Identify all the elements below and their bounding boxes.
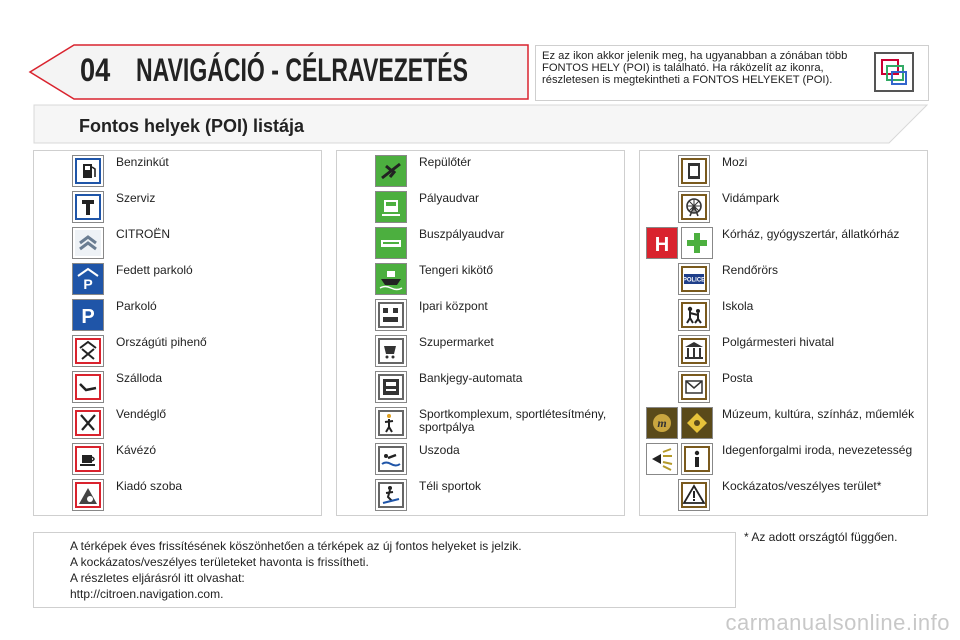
list-item-label: Ipari központ: [419, 299, 488, 313]
list-item: [337, 369, 624, 403]
ferris-wheel-icon: [678, 191, 710, 223]
info-link[interactable]: http://citroen.navigation.com.: [70, 587, 224, 601]
list-item-label: Benzinkút: [116, 155, 169, 169]
list-item: [34, 261, 321, 295]
poi-cluster-note: [535, 45, 929, 101]
list-item-label: Múzeum, kultúra, színház, műemlék: [722, 407, 915, 421]
list-item: [34, 189, 321, 223]
svg-text:P: P: [83, 276, 93, 292]
list-item: [640, 225, 927, 259]
list-item: [34, 477, 321, 511]
list-item: [337, 189, 624, 223]
svg-text:POLICE: POLICE: [682, 277, 706, 284]
poi-column-1: [33, 150, 322, 516]
list-item: [640, 261, 927, 295]
restaurant-icon: [72, 407, 104, 439]
rest-area-icon: [72, 335, 104, 367]
list-item: [337, 441, 624, 475]
atm-icon: [375, 371, 407, 403]
industrial-zone-icon: [375, 299, 407, 331]
list-item-label: Tengeri kikötő: [419, 263, 494, 277]
info-line-1: A térképek éves frissítésének köszönhetően a térképek az új fontos helyeket is jelzik.: [70, 539, 522, 553]
footnote: * Az adott országtól függően.: [744, 530, 898, 544]
poi-column-2: [336, 150, 625, 516]
svg-text:P: P: [81, 306, 95, 328]
list-item: [640, 297, 927, 331]
list-item-label: Fedett parkoló: [116, 263, 193, 277]
list-item-label: Rendőrörs: [722, 263, 779, 277]
list-item-label: Bankjegy-automata: [419, 371, 523, 385]
covered-parking-icon: [72, 263, 104, 295]
list-item-label: Uszoda: [419, 443, 460, 457]
list-item: [34, 369, 321, 403]
fuel-pump-icon: [72, 155, 104, 187]
svg-text:H: H: [654, 234, 670, 256]
train-station-icon: [375, 191, 407, 223]
citroen-logo-icon: [72, 227, 104, 259]
list-item-label: Pályaudvar: [419, 191, 480, 205]
list-item: [337, 477, 624, 511]
pharmacy-cross-icon: [681, 227, 713, 259]
list-item: [337, 261, 624, 295]
list-item: [640, 333, 927, 367]
section-title: Fontos helyek (POI) listája: [79, 116, 305, 136]
list-item-label: Kiadó szoba: [116, 479, 183, 493]
info-line-3: A részletes eljárásról itt olvashat:: [70, 571, 245, 585]
map-update-info: [33, 532, 736, 608]
swimmer-icon: [375, 443, 407, 475]
list-item-label: Idegenforgalmi iroda, nevezetesség: [722, 443, 913, 457]
skier-icon: [375, 479, 407, 511]
chapter-header: [28, 44, 530, 100]
list-item: [640, 153, 927, 187]
wrench-icon: [72, 191, 104, 223]
bus-station-icon: [375, 227, 407, 259]
list-item: [640, 441, 927, 475]
supermarket-icon: [375, 335, 407, 367]
list-item-label: Parkoló: [116, 299, 157, 313]
list-item: [337, 153, 624, 187]
list-item-label: Iskola: [722, 299, 754, 313]
airplane-icon: [375, 155, 407, 187]
hospital-icon: [646, 227, 678, 259]
list-item: [640, 477, 927, 511]
list-item-label: Kórház, gyógyszertár, állatkórház: [722, 227, 900, 241]
page-title: NAVIGÁCIÓ - CÉLRAVEZETÉS: [136, 52, 468, 88]
coffee-cup-icon: [72, 443, 104, 475]
town-hall-icon: [678, 335, 710, 367]
ferry-port-icon: [375, 263, 407, 295]
info-line-2: A kockázatos/veszélyes területeket havonta is frissítheti.: [70, 555, 369, 569]
school-children-icon: [678, 299, 710, 331]
list-item-label: Szálloda: [116, 371, 163, 385]
post-envelope-icon: [678, 371, 710, 403]
chapter-number: 04: [80, 52, 111, 88]
list-item-label: Szerviz: [116, 191, 156, 205]
list-item: [337, 333, 624, 367]
list-item: [640, 405, 927, 439]
list-item-label: Posta: [722, 371, 753, 385]
cinema-icon: [678, 155, 710, 187]
list-item: [640, 189, 927, 223]
museum-icon: [646, 407, 678, 439]
poi-column-3: [639, 150, 928, 516]
watermark: carmanualsonline.info: [725, 610, 950, 635]
tourist-sight-icon: [646, 443, 678, 475]
tourist-info-icon: [681, 443, 713, 475]
list-item: [34, 225, 321, 259]
list-item-label: Repülőtér: [419, 155, 472, 169]
sports-icon: [375, 407, 407, 439]
list-item: [34, 441, 321, 475]
list-item: [337, 297, 624, 331]
list-item-label: Mozi: [722, 155, 748, 169]
room-for-rent-icon: [72, 479, 104, 511]
danger-zone-icon: [678, 479, 710, 511]
monument-icon: [681, 407, 713, 439]
list-item: [34, 405, 321, 439]
list-item-label: Szupermarket: [419, 335, 494, 349]
list-item: [337, 225, 624, 259]
list-item: [34, 333, 321, 367]
list-item: [34, 297, 321, 331]
list-item-label: Vidámpark: [722, 191, 780, 205]
parking-icon: [72, 299, 104, 331]
list-item-label: CITROËN: [116, 227, 170, 241]
list-item-label: Sportkomplexum, sportlétesítmény, sportpálya: [419, 407, 607, 434]
poi-cluster-note-text: Ez az ikon akkor jelenik meg, ha ugyanabban a zónában több FONTOS HELY (POI) is található. Ha ráközelít az ikonra, részletesen is megtekintheti a FONTOS HELYEKET (POI).: [542, 50, 848, 87]
list-item-label: Országúti pihenő: [116, 335, 207, 349]
list-item-label: Vendéglő: [116, 407, 167, 421]
list-item: [34, 153, 321, 187]
police-icon: [678, 263, 710, 295]
list-item-label: Polgármesteri hivatal: [722, 335, 835, 349]
section-band: [33, 104, 928, 144]
list-item-label: Téli sportok: [419, 479, 482, 493]
list-item-label: Buszpályaudvar: [419, 227, 505, 241]
svg-text:m: m: [657, 416, 667, 430]
list-item: [640, 369, 927, 403]
hotel-bed-icon: [72, 371, 104, 403]
stacked-poi-icon: [874, 52, 914, 92]
list-item-label: Kockázatos/veszélyes terület*: [722, 479, 882, 493]
list-item: [337, 405, 624, 439]
list-item-label: Kávézó: [116, 443, 157, 457]
